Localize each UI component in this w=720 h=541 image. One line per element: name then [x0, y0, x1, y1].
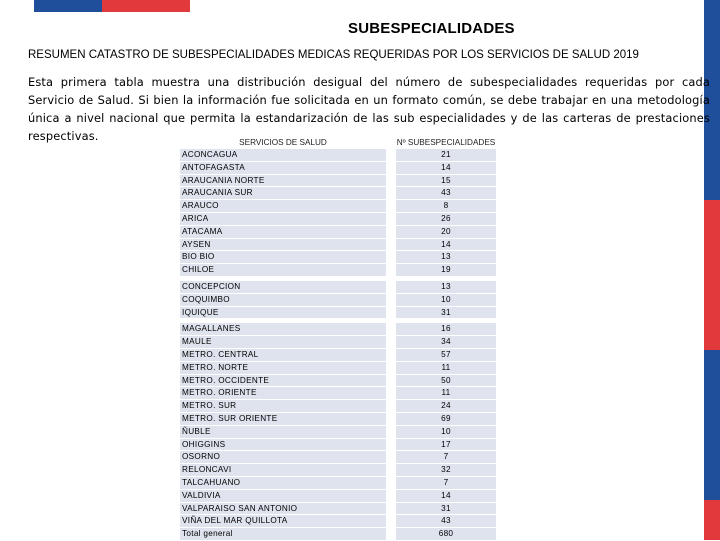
table-row [180, 336, 496, 349]
header-servicios: SERVICIOS DE SALUD [239, 138, 327, 147]
service-name: ANTOFAGASTA [180, 162, 386, 175]
service-name: METRO. CENTRAL [180, 349, 386, 362]
subspecialty-count: 31 [396, 503, 496, 516]
subspecialty-count: 14 [396, 162, 496, 175]
service-name: RELONCAVI [180, 464, 386, 477]
subspecialty-count: 7 [396, 477, 496, 490]
subspecialty-count: 50 [396, 375, 496, 388]
service-name: VALDIVIA [180, 490, 386, 503]
table-row [180, 451, 496, 464]
table-row [180, 213, 496, 226]
subspecialty-count: 11 [396, 362, 496, 375]
flag-red-band [704, 200, 720, 350]
table-row [180, 387, 496, 400]
subspecialty-count: 31 [396, 307, 496, 320]
table-row [180, 515, 496, 528]
table-row [180, 162, 496, 175]
subspecialty-count: 24 [396, 400, 496, 413]
table-row [180, 503, 496, 516]
table-row [180, 400, 496, 413]
table-row [180, 477, 496, 490]
service-name: BIO BIO [180, 251, 386, 264]
table-row [180, 294, 496, 307]
table-row [180, 375, 496, 388]
table-row [180, 175, 496, 188]
table-row [180, 426, 496, 439]
slide-title: SUBESPECIALIDADES [348, 20, 515, 37]
table-total-row [180, 528, 496, 541]
subspecialty-count: 57 [396, 349, 496, 362]
flag-blue-band [704, 350, 720, 500]
service-name: METRO. ORIENTE [180, 387, 386, 400]
service-name: MAULE [180, 336, 386, 349]
service-name: AYSEN [180, 239, 386, 252]
service-name: ARAUCANIA SUR [180, 187, 386, 200]
subspecialty-count: 14 [396, 239, 496, 252]
subspecialty-count: 19 [396, 264, 496, 277]
subspecialty-count: 7 [396, 451, 496, 464]
service-name: CONCEPCION [180, 281, 386, 294]
subspecialty-count: 10 [396, 426, 496, 439]
subspecialty-count: 10 [396, 294, 496, 307]
table-header [180, 138, 496, 149]
flag-blue-segment [34, 0, 102, 12]
service-name: Total general [180, 528, 386, 541]
service-name: VIÑA DEL MAR QUILLOTA [180, 515, 386, 528]
service-name: METRO. SUR [180, 400, 386, 413]
service-name: ÑUBLE [180, 426, 386, 439]
subspecialties-table [180, 138, 496, 541]
table-row [180, 264, 496, 277]
slide-subtitle: RESUMEN CATASTRO DE SUBESPECIALIDADES MEDICAS REQUERIDAS POR LOS SERVICIOS DE SALUD 2019 [28, 49, 639, 61]
subspecialty-count: 17 [396, 439, 496, 452]
subspecialty-count: 16 [396, 323, 496, 336]
subspecialty-count: 26 [396, 213, 496, 226]
header-subespecialidades: Nº SUBESPECIALIDADES [396, 138, 496, 147]
table-row [180, 464, 496, 477]
table-row [180, 349, 496, 362]
service-name: METRO. NORTE [180, 362, 386, 375]
table-row [180, 149, 496, 162]
service-name: ARAUCO [180, 200, 386, 213]
service-name: VALPARAISO SAN ANTONIO [180, 503, 386, 516]
flag-red-segment [102, 0, 190, 12]
subspecialty-count: 34 [396, 336, 496, 349]
table-body [180, 149, 496, 541]
subspecialty-count: 14 [396, 490, 496, 503]
table-row [180, 490, 496, 503]
service-name: COQUIMBO [180, 294, 386, 307]
subspecialty-count: 680 [396, 528, 496, 541]
service-name: MAGALLANES [180, 323, 386, 336]
subspecialty-count: 43 [396, 187, 496, 200]
table-row [180, 200, 496, 213]
table-row [180, 281, 496, 294]
table-row [180, 362, 496, 375]
subspecialty-count: 69 [396, 413, 496, 426]
intro-paragraph: Esta primera tabla muestra una distribución desigual del número de subespecialidades requeridas por cada Servicio de Salud. Si bien la información fue solicitada en un formato común, se debe trabajar en una metodología única a nivel nacional que permita la estandarización de las sub especialidades y de las carteras de prestaciones respectivas. [28, 75, 710, 143]
service-name: CHILOE [180, 264, 386, 277]
table-row [180, 239, 496, 252]
service-name: ARICA [180, 213, 386, 226]
table-row [180, 323, 496, 336]
service-name: OSORNO [180, 451, 386, 464]
service-name: IQUIQUE [180, 307, 386, 320]
table-row [180, 439, 496, 452]
subspecialty-count: 8 [396, 200, 496, 213]
table-row [180, 226, 496, 239]
service-name: METRO. SUR ORIENTE [180, 413, 386, 426]
subspecialty-count: 32 [396, 464, 496, 477]
subspecialty-count: 13 [396, 281, 496, 294]
service-name: TALCAHUANO [180, 477, 386, 490]
service-name: OHIGGINS [180, 439, 386, 452]
table-row [180, 251, 496, 264]
table-row [180, 187, 496, 200]
service-name: ATACAMA [180, 226, 386, 239]
subspecialty-count: 21 [396, 149, 496, 162]
service-name: ACONCAGUA [180, 149, 386, 162]
flag-stripe-top [34, 0, 190, 12]
subspecialty-count: 13 [396, 251, 496, 264]
subspecialty-count: 15 [396, 175, 496, 188]
table-row [180, 307, 496, 320]
flag-red-band [704, 500, 720, 540]
table-row [180, 413, 496, 426]
service-name: METRO. OCCIDENTE [180, 375, 386, 388]
service-name: ARAUCANIA NORTE [180, 175, 386, 188]
subspecialty-count: 43 [396, 515, 496, 528]
subspecialty-count: 20 [396, 226, 496, 239]
subspecialty-count: 11 [396, 387, 496, 400]
